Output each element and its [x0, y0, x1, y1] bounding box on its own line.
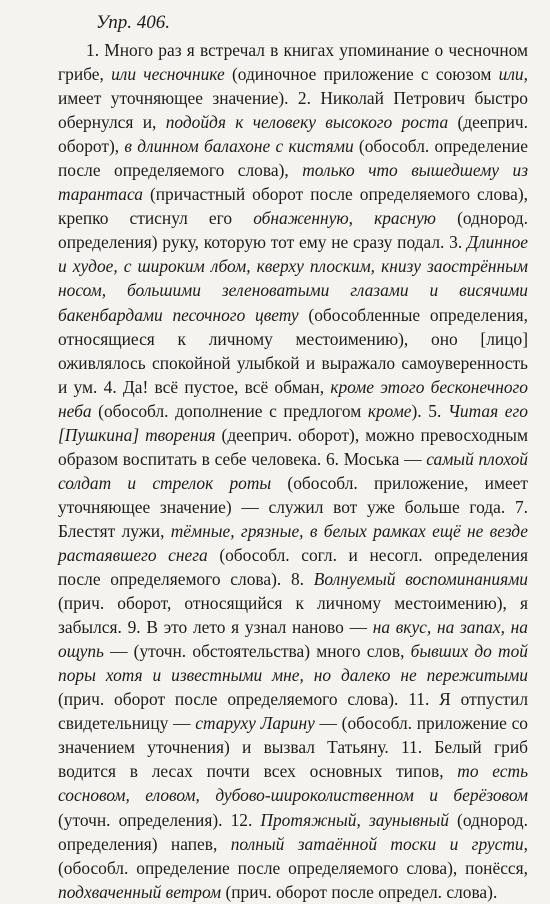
text-fragment: (однород. определения) руку, которую тот ему не сразу подал. 3.: [58, 208, 528, 253]
text-fragment: (прич. оборот после определ. слова).: [221, 881, 498, 902]
exercise-answer-text: [58, 38, 528, 904]
italic-example-fragment: Волнуемый воспоминаниями: [313, 569, 528, 590]
italic-example-fragment: кроме: [367, 400, 412, 421]
text-fragment: (обособл. приложение, имеет уточняющее значение) — служил вот уже больше года. 7. Блестят лужи,: [58, 472, 528, 541]
italic-example-fragment: в длинном балахоне с кистями: [124, 136, 354, 157]
italic-example-fragment: подхваченный ветром: [58, 881, 222, 902]
italic-example-fragment: самый плохой солдат и стрелок роты: [58, 448, 528, 493]
text-fragment: (однород. определения) напев,: [58, 809, 528, 854]
italic-example-fragment: подойдя к человеку высокого роста: [165, 112, 449, 133]
text-fragment: 1. Много раз я встречал в книгах упоминание о чесночном грибе,: [58, 40, 528, 85]
italic-example-fragment: тёмные, грязные, в белых рамках ещё не везде растаявшего снега: [58, 520, 528, 565]
italic-example-fragment: Протяжный, заунывный: [260, 809, 449, 830]
text-fragment: , имеет уточняющее значение). 2. Николай Петрович быстро обернулся и,: [58, 64, 528, 133]
italic-example-fragment: кроме этого бесконечного неба: [58, 376, 528, 421]
text-fragment: (обособл. согл. и несогл. определения после определяемого слова). 8.: [58, 544, 528, 590]
text-fragment: (обособленные определения, относящиеся к личному местоимению), оно [лицо] оживлялось спокойной улыбкой и выражало самоуверенность и ум. 4. Да! всё пустое, всё обман,: [58, 304, 528, 397]
text-fragment: (одиночное приложение с союзом: [224, 64, 499, 85]
text-fragment: ). 5.: [411, 400, 448, 421]
text-fragment: (уточн. определения). 12.: [58, 809, 261, 830]
text-fragment: (дееприч. оборот),: [58, 112, 528, 157]
text-fragment: (прич. оборот, относящийся к личному местоимению), я забылся. 9. В это лето я узнал наново —: [58, 593, 528, 638]
text-fragment: — (уточн. обстоятельства) много слов,: [103, 641, 411, 662]
text-fragment: (прич. оборот после определяемого слова). 11. Я отпустил свидетельницу —: [58, 689, 528, 734]
text-fragment: — (обособл. приложение со значением уточнения) и вызвал Татьяну. 11. Белый гриб водится в лесах почти всех основных типов,: [58, 713, 529, 782]
italic-example-fragment: старуху Ларину: [195, 713, 315, 734]
italic-example-fragment: или: [498, 64, 524, 85]
italic-example-fragment: то есть сосновом, еловом, дубово-широколиственном и берёзовом: [58, 761, 528, 806]
italic-example-fragment: полный затаённой тоски и грусти: [230, 833, 524, 854]
text-fragment: (дееприч. оборот), можно превосходным образом воспитать в себе человека. 6. Моська —: [58, 424, 528, 469]
italic-example-fragment: Читая его [Пушкина] творения: [58, 400, 528, 445]
italic-example-fragment: бывших до той поры хотя и известными мне, но далеко не пережитыми: [58, 641, 528, 686]
italic-example-fragment: только что вышедшему из тарантаса: [58, 160, 528, 205]
italic-example-fragment: на вкус, на запах, на ощупь: [58, 617, 528, 662]
italic-example-fragment: Длинное и худое, с широким лбом, кверху плоским, книзу заострённым носом, большими зеленоватыми глазами и висячими бакенбардами песочного цвету: [58, 232, 528, 325]
text-fragment: (причастный оборот после определяемого слова), крепко стиснул его: [58, 184, 528, 229]
text-fragment: (обособл. определение после определяемого слова),: [58, 136, 528, 181]
text-fragment: , (обособл. определение после определяемого слова), понёсся,: [58, 833, 528, 878]
exercise-heading: Упр. 406.: [96, 12, 171, 33]
italic-example-fragment: или чесночнике: [111, 64, 225, 85]
text-fragment: (обособл. дополнение с предлогом: [91, 400, 368, 421]
italic-example-fragment: обнаженную, красную: [253, 208, 436, 229]
